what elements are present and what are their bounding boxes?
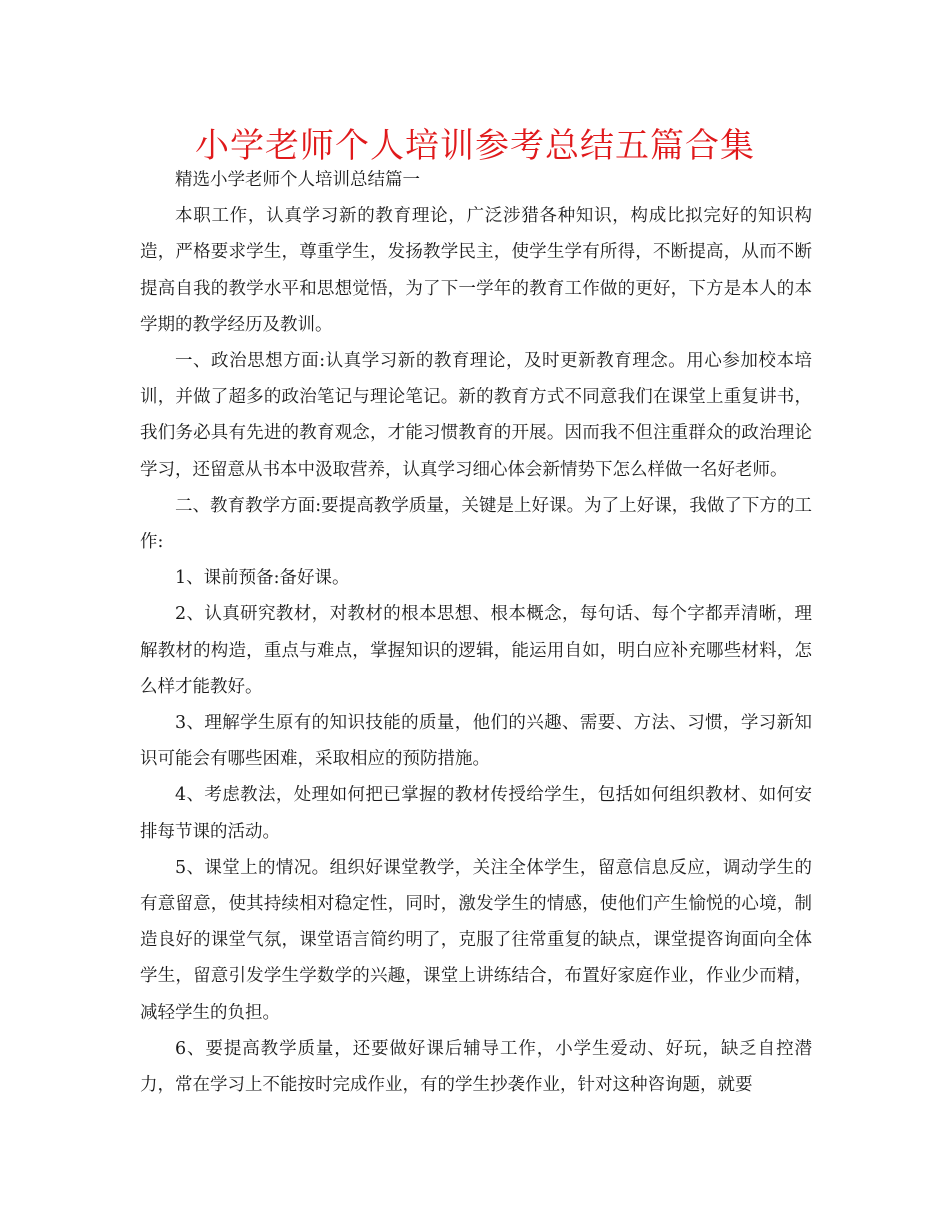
- paragraph: 一、政治思想方面:认真学习新的教育理论，及时更新教育理念。用心参加校本培训，并做了超多的政治笔记与理论笔记。新的教育方式不同意我们在课堂上重复讲书，我们务必具有先进的教育观念，才能习惯教育的开展。因而我不但注重群众的政治理论学习，还留意从书本中汲取营养，认真学习细心体会新情势下怎么样做一名好老师。: [140, 351, 812, 480]
- paragraph: 本职工作，认真学习新的教育理论，广泛涉猎各种知识，构成比拟完好的知识构造，严格要求学生，尊重学生，发扬教学民主，使学生学有所得，不断提高，从而不断提高自我的教学水平和思想觉悟，为了下一学年的教育工作做的更好，下方是本人的本学期的教学经历及教训。: [140, 206, 812, 335]
- section-heading: 精选小学老师个人培训总结篇一: [175, 170, 420, 190]
- paragraph: 5、课堂上的情况。组织好课堂教学，关注全体学生，留意信息反应，调动学生的有意留意，使其持续相对稳定性，同时，激发学生的情感，使他们产生愉悦的心境，制造良好的课堂气氛，课堂语言简约明了，克服了往常重复的缺点，课堂提咨询面向全体学生，留意引发学生学数学的兴趣，课堂上讲练结合，布置好家庭作业，作业少而精，减轻学生的负担。: [140, 857, 812, 1023]
- paragraph: 3、理解学生原有的知识技能的质量，他们的兴趣、需要、方法、习惯，学习新知识可能会有哪些困难，采取相应的预防措施。: [140, 713, 812, 770]
- paragraph: 6、要提高教学质量，还要做好课后辅导工作，小学生爱动、好玩，缺乏自控潜力，常在学习上不能按时完成作业，有的学生抄袭作业，针对这种咨询题，就要: [140, 1038, 812, 1096]
- document-body: [140, 162, 812, 1103]
- paragraph: 1、课前预备:备好课。: [175, 568, 350, 589]
- paragraph: 4、考虑教法，处理如何把已掌握的教材传授给学生，包括如何组织教材、如何安排每节课的活动。: [140, 785, 812, 842]
- document-title: 小学老师个人培训参考总结五篇合集: [195, 126, 755, 166]
- paragraph: 2、认真研究教材，对教材的根本思想、根本概念，每句话、每个字都弄清晰，理解教材的构造，重点与难点，掌握知识的逻辑，能运用自如，明白应补充哪些材料，怎么样才能教好。: [140, 604, 812, 697]
- paragraph: 二、教育教学方面:要提高教学质量，关键是上好课。为了上好课，我做了下方的工作:: [140, 495, 812, 553]
